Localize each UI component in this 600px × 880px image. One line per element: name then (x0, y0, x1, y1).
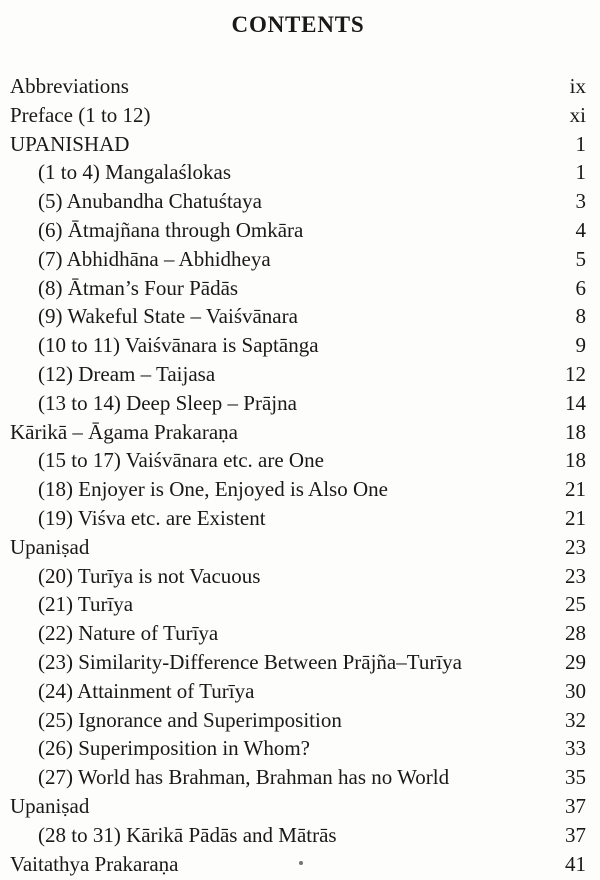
toc-entry-label: (19) Viśva etc. are Existent (38, 505, 266, 530)
toc-entry-page: 32 (565, 707, 586, 732)
toc-entry-page: ix (569, 74, 586, 98)
toc-entry-page: 21 (565, 477, 586, 502)
toc-entry-page: 18 (565, 419, 586, 444)
toc-entry-label: (8) Ātman’s Four Pādās (38, 275, 239, 300)
toc-entry (10, 130, 586, 159)
toc-entry-page: 37 (565, 793, 586, 818)
toc-entry-page: 9 (575, 333, 586, 358)
toc-entry (10, 216, 586, 245)
toc-entry-page: 21 (565, 505, 586, 530)
toc-entry (10, 475, 586, 504)
toc-entry-page: 18 (565, 448, 586, 473)
toc-entry-page: 37 (565, 822, 586, 847)
toc-entry (10, 101, 586, 130)
toc-entry (10, 389, 586, 418)
toc-entry (10, 590, 586, 619)
toc-entry (10, 446, 586, 475)
toc-entry-label: Kārikā – Āgama Prakaraṇa (10, 419, 238, 444)
toc-entry-page: 4 (575, 217, 586, 242)
toc-entry (10, 821, 586, 850)
toc-entry-label: (25) Ignorance and Superimposition (38, 707, 342, 732)
toc-entry (10, 763, 586, 792)
toc-entry (10, 187, 586, 216)
toc-entry (10, 533, 586, 562)
toc-entry-label: UPANISHAD (10, 131, 130, 156)
toc-entry-page: 3 (575, 189, 586, 214)
toc-entry (10, 418, 586, 447)
toc-entry-page: 1 (575, 160, 586, 185)
toc-entry-label: Upaniṣad (10, 793, 90, 818)
toc-entry-label: (22) Nature of Turīya (38, 621, 219, 646)
toc-entry (10, 360, 586, 389)
toc-entry (10, 706, 586, 735)
toc-entry-page: 29 (565, 649, 586, 674)
toc-entry-label: (23) Similarity-Difference Between Prājña–Turīya (38, 649, 462, 674)
toc-entry (10, 734, 586, 763)
toc-entry (10, 850, 586, 879)
toc-entry (10, 562, 586, 591)
toc-entry-label: (13 to 14) Deep Sleep – Prājna (38, 390, 297, 415)
toc-entry (10, 792, 586, 821)
toc-entry-page: 14 (565, 390, 586, 415)
toc-entry-label: (7) Abhidhāna – Abhidheya (38, 246, 271, 271)
toc-entry-label: (10 to 11) Vaiśvānara is Saptānga (38, 333, 319, 358)
toc-entry-label: (26) Superimposition in Whom? (38, 736, 311, 761)
toc-entry-label: (1 to 4) Mangalaślokas (38, 160, 232, 185)
toc-entry-label: (12) Dream – Taijasa (38, 361, 216, 386)
toc-entry-page: 41 (565, 851, 586, 876)
toc-entry-page: 1 (575, 131, 586, 156)
toc-entry-page: 5 (575, 246, 586, 271)
toc-entry-page: 35 (565, 765, 586, 790)
page-title: CONTENTS (231, 12, 365, 37)
toc-entry (10, 302, 586, 331)
toc-entry-label: (27) World has Brahman, Brahman has no World (38, 765, 450, 790)
toc-entry-page: 23 (565, 563, 586, 588)
toc-entry-label: (6) Ātmajñana through Omkāra (38, 217, 304, 242)
toc-entry (10, 158, 586, 187)
toc-entry-page: 12 (565, 361, 586, 386)
toc-entry-label: (5) Anubandha Chatuśtaya (38, 189, 262, 214)
toc-entry-label: (21) Turīya (38, 592, 134, 617)
toc-entry (10, 274, 586, 303)
toc-entry (10, 72, 586, 101)
toc-entry-label: Upaniṣad (10, 534, 90, 559)
toc-entry-label: (28 to 31) Kārikā Pādās and Mātrās (38, 822, 337, 847)
toc-entry (10, 245, 586, 274)
toc-list (10, 72, 586, 878)
toc-entry-page: 30 (565, 678, 586, 703)
toc-entry-page: 25 (565, 592, 586, 617)
toc-entry (10, 619, 586, 648)
toc-entry (10, 331, 586, 360)
toc-entry-page: 8 (575, 304, 586, 329)
toc-entry-page: 28 (565, 621, 586, 646)
toc-entry (10, 504, 586, 533)
toc-entry-page: 23 (565, 534, 586, 559)
toc-entry-label: (15 to 17) Vaiśvānara etc. are One (38, 448, 324, 473)
toc-entry (10, 677, 586, 706)
scan-artifact-dot (299, 861, 303, 865)
toc-entry-page: 33 (565, 736, 586, 761)
toc-entry-label: (24) Attainment of Turīya (38, 678, 255, 703)
toc-entry-label: Vaitathya Prakaraṇa (10, 851, 179, 876)
toc-entry-page: xi (569, 102, 586, 127)
toc-entry (10, 648, 586, 677)
toc-entry-label: (20) Turīya is not Vacuous (38, 563, 261, 588)
toc-entry-label: (18) Enjoyer is One, Enjoyed is Also One (38, 477, 388, 502)
toc-entry-label: Preface (1 to 12) (10, 102, 151, 127)
toc-entry-label: (9) Wakeful State – Vaiśvānara (38, 304, 298, 329)
toc-entry-label: Abbreviations (10, 74, 129, 98)
toc-entry-page: 6 (575, 275, 586, 300)
